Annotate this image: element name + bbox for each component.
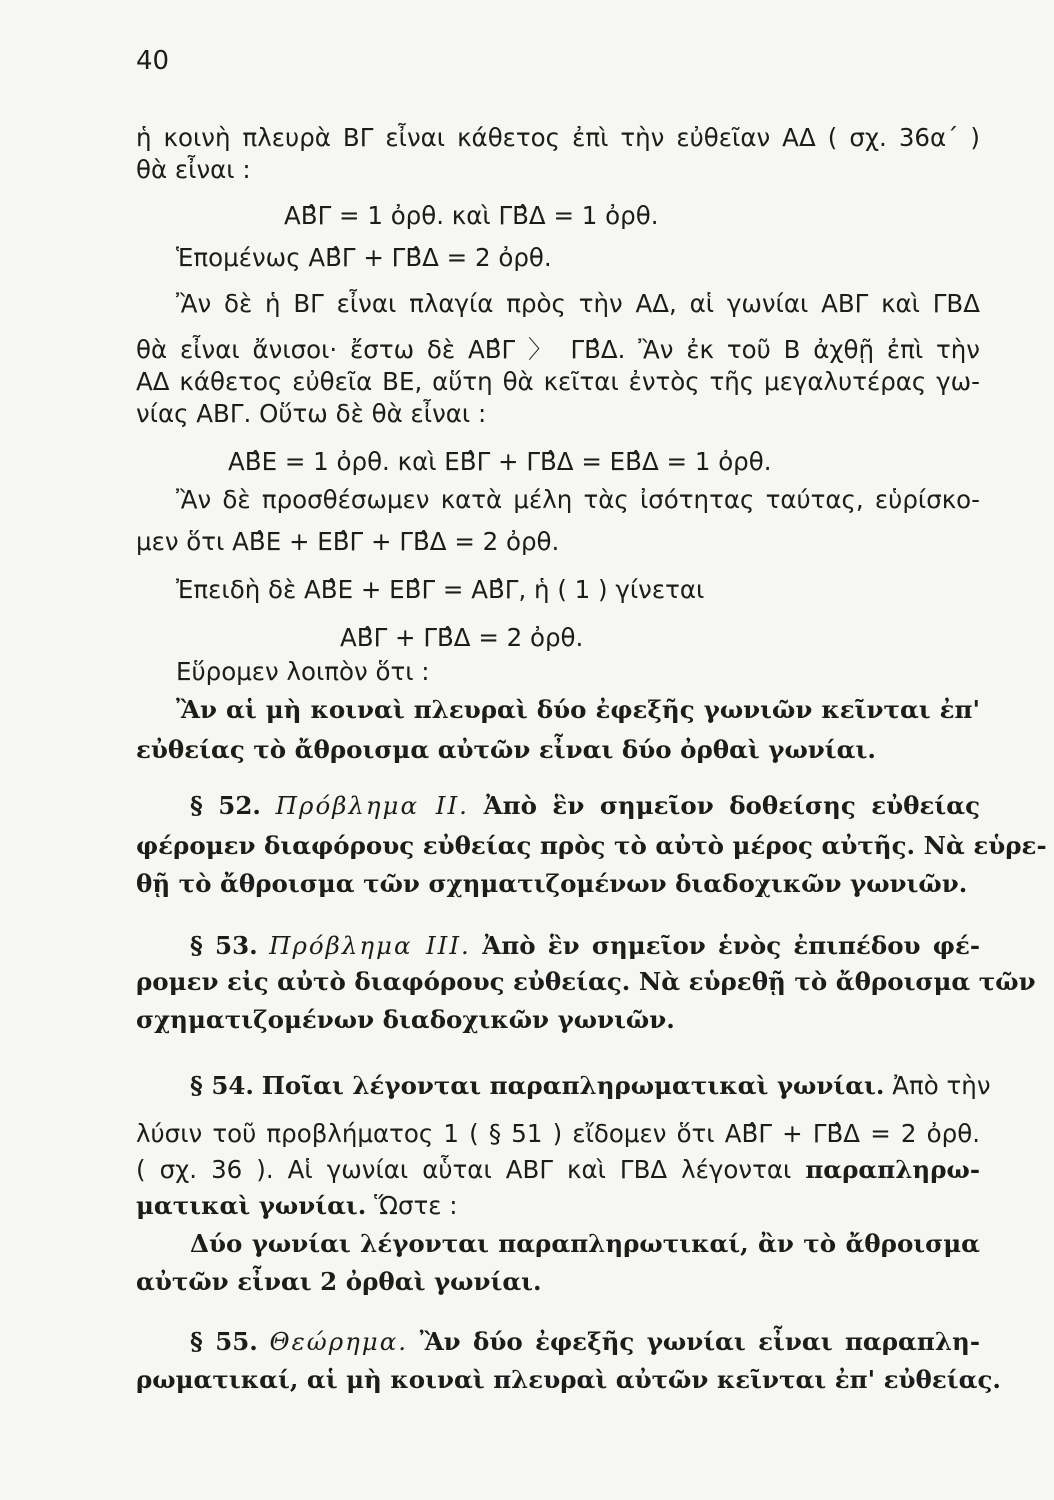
text-span: Ὥστε :: [374, 1191, 458, 1220]
section-title: Ποῖαι λέγονται παραπληρωματικαὶ γωνίαι.: [261, 1071, 885, 1100]
term-span: παραπληρω-: [805, 1155, 980, 1184]
text-span: ( σχ. 36 ). Αἱ γωνίαι αὗται ΑΒΓ καὶ ΓΒΔ λέγονται: [136, 1155, 792, 1184]
text-line: θὰ εἶναι :: [136, 155, 251, 184]
definition: Δύο γωνίαι λέγονται παραπληρωτικαί, ἂν τὸ ἄθροισμα: [190, 1229, 980, 1258]
text-line: Ἂν δὲ ἡ ΒΓ εἶναι πλαγία πρὸς τὴν ΑΔ, αἱ γωνίαι ΑΒΓ καὶ ΓΒΔ: [176, 289, 980, 318]
section-55-heading: [190, 1326, 980, 1358]
term-span: ματικαὶ γωνίαι.: [136, 1191, 367, 1220]
section-number: § 52.: [190, 791, 261, 820]
text-line: νίας ΑΒΓ. Οὕτω δὲ θὰ εἶναι :: [136, 399, 487, 428]
section-52-heading: [190, 790, 980, 822]
text-line: Εὕρομεν λοιπὸν ὅτι :: [176, 657, 430, 686]
text-line: θὰ εἶναι ἄνισοι· ἔστω δὲ ΑΒ̂Γ 〉 ΓΒ̂Δ. Ἂν ἐκ τοῦ Β ἀχθῇ ἐπὶ τὴν: [136, 335, 980, 364]
text-line: ΑΔ κάθετος εὐθεῖα ΒΕ, αὕτη θὰ κεῖται ἐντὸς τῆς μεγαλυτέρας γω-: [136, 367, 980, 396]
page-number: 40: [136, 46, 170, 76]
text-line: Ἑπομένως ΑΒ̂Γ + ΓΒ̂Δ = 2 ὀρθ.: [176, 243, 552, 272]
text-line: σχηματιζομένων διαδοχικῶν γωνιῶν.: [136, 1005, 675, 1034]
section-number: § 53.: [190, 931, 258, 960]
theorem-statement: ρωματικαί, αἱ μὴ κοιναὶ πλευραὶ αὐτῶν κεῖνται ἐπ' εὐθείας.: [136, 1365, 1001, 1394]
section-number: § 54.: [190, 1071, 254, 1100]
text-span: Ἀπὸ τὴν: [892, 1071, 991, 1100]
section-53-heading: [190, 930, 980, 962]
text-span: Ἀπὸ ἓν σημεῖον ἑνὸς ἐπιπέδου φέ-: [482, 931, 981, 960]
section-title: Θεώρημα.: [269, 1327, 409, 1356]
text-line: Ἐπειδὴ δὲ ΑΒ̂Ε + ΕΒ̂Γ = ΑΒ̂Γ, ἡ ( 1 ) γίνεται: [176, 575, 705, 604]
text-line: θῇ τὸ ἄθροισμα τῶν σχηματιζομένων διαδοχικῶν γωνιῶν.: [136, 869, 968, 898]
rule-statement: Ἂν αἱ μὴ κοιναὶ πλευραὶ δύο ἐφεξῆς γωνιῶν κεῖνται ἐπ': [176, 695, 980, 724]
text-span: Ἂν δύο ἐφεξῆς γωνίαι εἶναι παραπλη-: [419, 1327, 981, 1356]
text-line: ρομεν εἰς αὐτὸ διαφόρους εὐθείας. Νὰ εὑρεθῇ τὸ ἄθροισμα τῶν: [136, 967, 1036, 996]
equation: ΑΒ̂Ε = 1 ὀρθ. καὶ ΕΒ̂Γ + ΓΒ̂Δ = ΕΒ̂Δ = 1 ὀρθ.: [228, 447, 772, 476]
section-title: Πρόβλημα ΙΙΙ.: [269, 931, 471, 960]
section-title: Πρόβλημα ΙΙ.: [275, 791, 469, 820]
text-line: Ἂν δὲ προσθέσωμεν κατὰ μέλη τὰς ἰσότητας ταύτας, εὑρίσκο-: [176, 485, 980, 514]
section-54-heading: [190, 1070, 991, 1102]
section-number: § 55.: [190, 1327, 258, 1356]
text-span: Ἀπὸ ἓν σημεῖον δοθείσης εὐθείας: [483, 791, 980, 820]
text-line: [136, 1154, 980, 1186]
equation: ΑΒ̂Γ + ΓΒ̂Δ = 2 ὀρθ.: [340, 623, 584, 652]
text-line: φέρομεν διαφόρους εὐθείας πρὸς τὸ αὐτὸ μέρος αὐτῆς. Νὰ εὑρε-: [136, 831, 1047, 860]
rule-statement: εὐθείας τὸ ἄθροισμα αὐτῶν εἶναι δύο ὀρθαὶ γωνίαι.: [136, 735, 876, 764]
equation: ΑΒ̂Γ = 1 ὀρθ. καὶ ΓΒ̂Δ = 1 ὀρθ.: [284, 201, 659, 230]
text-line: ἡ κοινὴ πλευρὰ ΒΓ εἶναι κάθετος ἐπὶ τὴν εὐθεῖαν ΑΔ ( σχ. 36α΄ ): [136, 123, 980, 152]
definition: αὐτῶν εἶναι 2 ὀρθαὶ γωνίαι.: [136, 1267, 542, 1296]
text-line: μεν ὅτι ΑΒ̂Ε + ΕΒ̂Γ + ΓΒ̂Δ = 2 ὀρθ.: [136, 527, 560, 556]
text-line: λύσιν τοῦ προβλήματος 1 ( § 51 ) εἴδομεν ὅτι ΑΒ̂Γ + ΓΒ̂Δ = 2 ὀρθ.: [136, 1119, 980, 1148]
text-line: [136, 1190, 980, 1222]
